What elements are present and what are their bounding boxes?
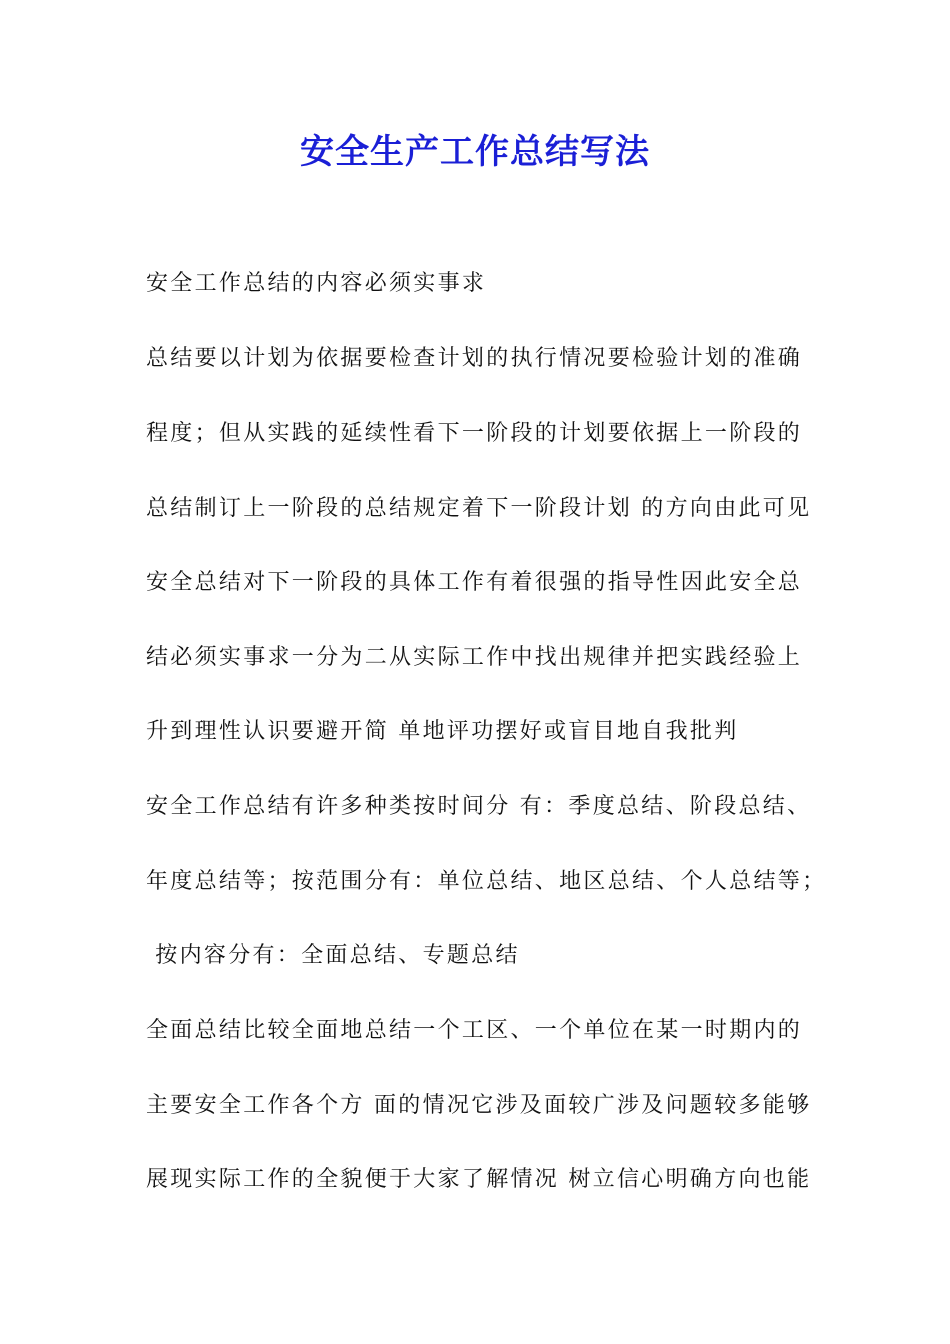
paragraph-line: 年度总结等；按范围分有：单位总结、地区总结、个人总结等； [146, 869, 827, 894]
paragraph-line: 全面总结比较全面地总结一个工区、一个单位在某一时期内的 [146, 1018, 803, 1043]
paragraph-line: 安全工作总结的内容必须实事求 [146, 271, 487, 296]
paragraph-line: 展现实际工作的全貌便于大家了解情况 树立信心明确方向也能 [146, 1167, 812, 1192]
page-title: 安全生产工作总结写法 [300, 132, 650, 172]
paragraph-line: 按内容分有：全面总结、专题总结 [146, 943, 520, 968]
paragraph-line: 总结要以计划为依据要检查计划的执行情况要检验计划的准确 [146, 346, 803, 371]
paragraph-line: 总结制订上一阶段的总结规定着下一阶段计划 的方向由此可见 [146, 496, 812, 521]
paragraph-line: 安全工作总结有许多种类按时间分 有：季度总结、阶段总结、 [146, 794, 812, 819]
paragraph-line: 结必须实事求一分为二从实际工作中找出规律并把实践经验上 [146, 645, 803, 670]
paragraph-line: 程度；但从实践的延续性看下一阶段的计划要依据上一阶段的 [146, 421, 803, 446]
paragraph-line: 主要安全工作各个方 面的情况它涉及面较广涉及问题较多能够 [146, 1093, 812, 1118]
paragraph-line: 安全总结对下一阶段的具体工作有着很强的指导性因此安全总 [146, 570, 803, 595]
paragraph-line: 升到理性认识要避开简 单地评功摆好或盲目地自我批判 [146, 719, 739, 744]
